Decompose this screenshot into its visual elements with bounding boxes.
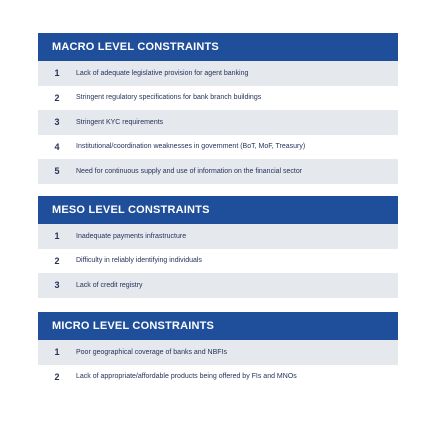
table-row xyxy=(38,249,398,274)
row-text: Lack of appropriate/affordable products being offered by FIs and MNOs xyxy=(76,373,297,381)
row-number: 2 xyxy=(54,255,60,266)
row-text: Poor geographical coverage of banks and NBFIs xyxy=(76,348,227,356)
row-text: Institutional/coordination weaknesses in government (BoT, MoF, Treasury) xyxy=(76,143,306,151)
micro-header: MICRO LEVEL CONSTRAINTS xyxy=(38,312,398,340)
row-text: Inadequate payments infrastructure xyxy=(76,232,187,240)
row-number: 3 xyxy=(54,280,60,291)
micro-section xyxy=(38,312,398,389)
row-text: Stringent KYC requirements xyxy=(76,118,164,126)
row-number: 5 xyxy=(54,166,60,177)
table-row xyxy=(38,135,398,160)
table-row xyxy=(38,273,398,298)
meso-header: MESO LEVEL CONSTRAINTS xyxy=(38,196,398,224)
meso-section xyxy=(38,196,398,298)
table-row xyxy=(38,224,398,249)
row-number: 2 xyxy=(54,371,60,382)
row-text: Difficulty in reliably identifying individuals xyxy=(76,257,202,265)
table-row xyxy=(38,86,398,111)
row-number: 1 xyxy=(54,347,60,358)
table-row xyxy=(38,110,398,135)
table-row xyxy=(38,340,398,365)
row-number: 3 xyxy=(54,117,60,128)
row-text: Lack of adequate legislative provision for agent banking xyxy=(76,69,249,77)
table-row xyxy=(38,61,398,86)
row-number: 2 xyxy=(54,92,60,103)
macro-section xyxy=(38,33,398,184)
row-text: Lack of credit registry xyxy=(76,281,143,289)
macro-header: MACRO LEVEL CONSTRAINTS xyxy=(38,33,398,61)
row-number: 4 xyxy=(54,141,60,152)
row-number: 1 xyxy=(54,68,60,79)
table-row xyxy=(38,365,398,390)
row-number: 1 xyxy=(54,231,60,242)
table-row xyxy=(38,159,398,184)
row-text: Need for continuous supply and use of information on the financial sector xyxy=(76,167,303,175)
row-text: Stringent regulatory specifications for bank branch buildings xyxy=(76,94,262,102)
